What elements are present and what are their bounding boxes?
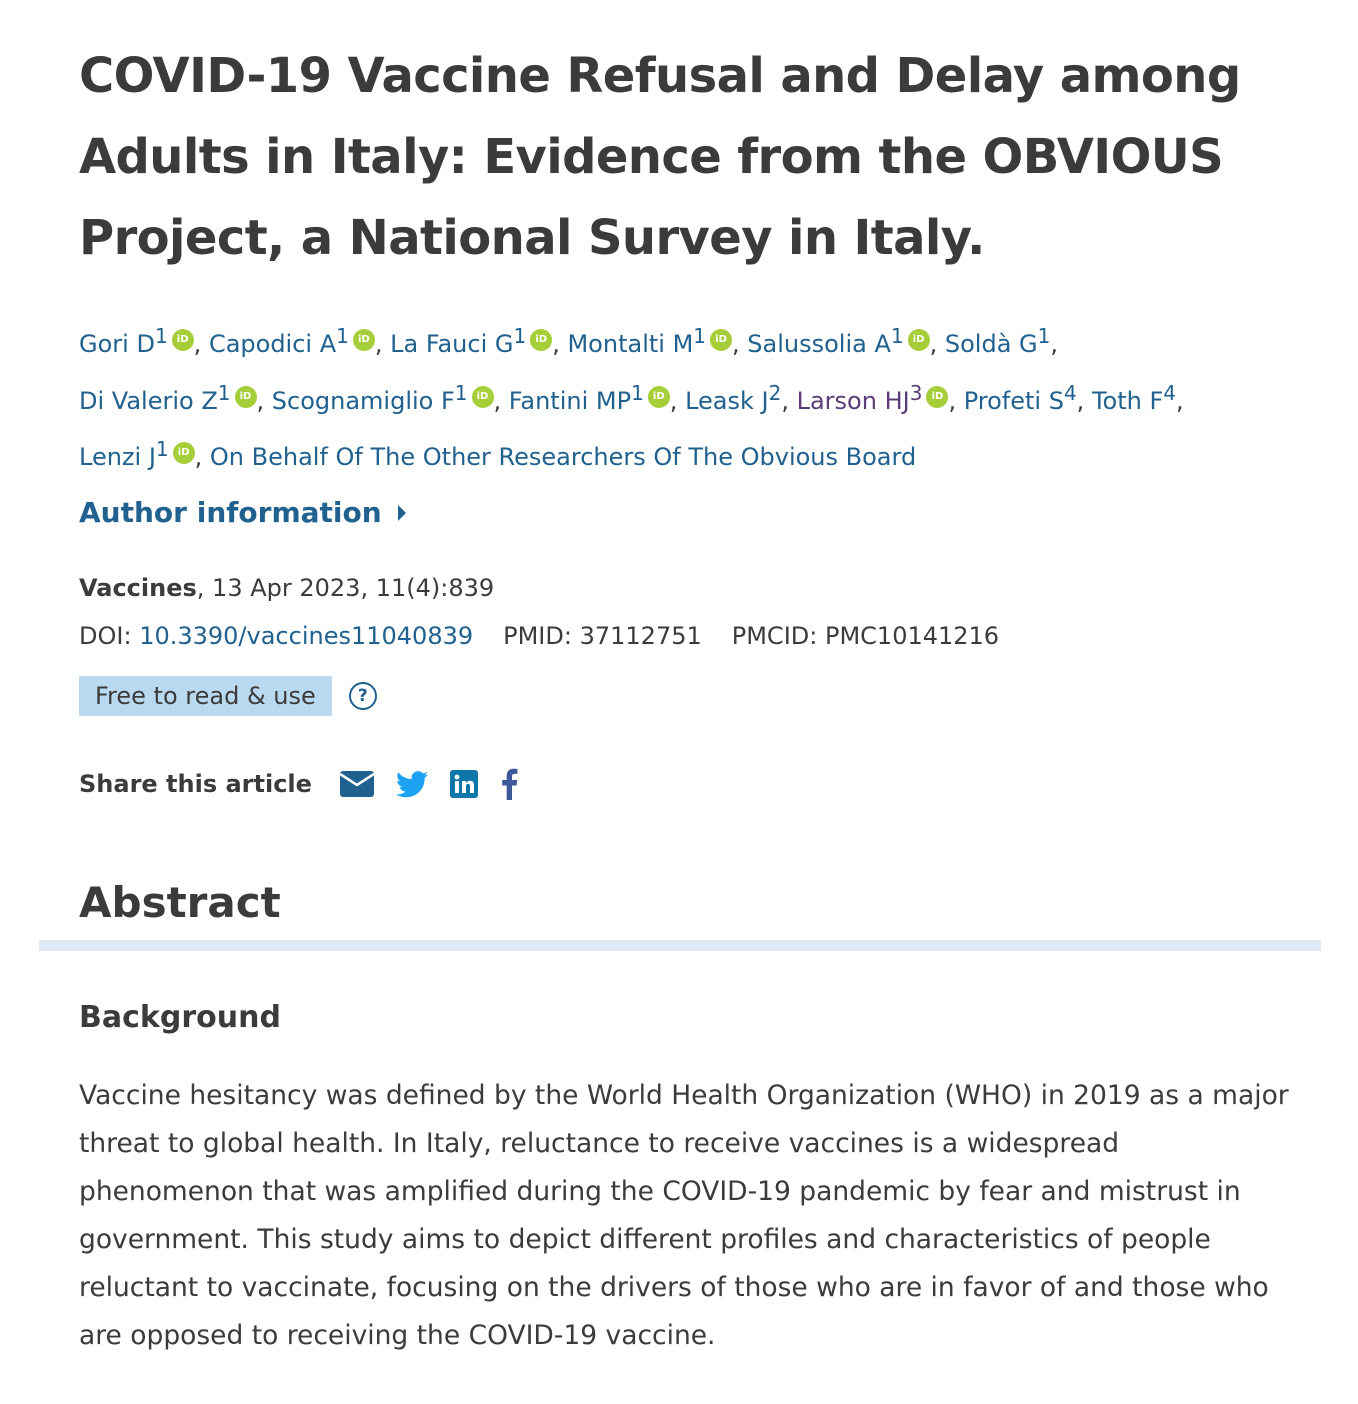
author-affiliation-number: 1 [155,437,169,461]
author-affiliation-number: 1 [693,324,707,348]
orcid-icon[interactable]: iD [472,386,494,408]
pmid-label: PMID: [503,622,572,650]
author-affiliation-number: 1 [217,380,231,405]
author-separator: , [374,330,391,358]
author-separator: , [781,386,797,415]
orcid-icon[interactable]: iD [530,329,552,351]
author-separator: , [929,330,945,358]
caret-right-icon [398,505,406,521]
linkedin-icon[interactable] [450,770,478,798]
author-link[interactable]: Scognamiglio F [271,386,455,415]
author-separator: , [256,386,272,415]
author-affiliation-number: 1 [890,324,904,348]
journal-name: Vaccines [79,574,197,602]
help-icon[interactable]: ? [349,682,377,710]
access-row [79,676,377,716]
author-link[interactable]: Profeti S [963,386,1064,415]
article-identifiers [79,622,999,650]
author-link[interactable]: La Fauci G [390,330,514,358]
abstract-heading: Abstract [79,878,281,927]
orcid-icon[interactable]: iD [926,386,948,408]
orcid-icon[interactable]: iD [235,386,257,408]
background-heading: Background [79,1000,281,1035]
orcid-icon[interactable]: iD [173,442,195,464]
author-link[interactable]: Montalti M [567,330,694,358]
author-affiliation-number: 1 [631,380,644,405]
author-separator: , [669,386,686,415]
pmid-value: 37112751 [579,622,702,650]
author-separator: , [1050,330,1059,358]
author-information-toggle[interactable] [79,496,406,529]
author-link[interactable]: Gori D [79,330,155,358]
author-affiliation-number: 4 [1063,380,1077,405]
orcid-icon[interactable]: iD [648,386,670,408]
author-separator: , [493,386,509,415]
author-link[interactable]: Soldà G [944,330,1038,358]
author-affiliation-number: 1 [1037,324,1051,348]
orcid-icon[interactable]: iD [710,329,732,351]
author-information-label: Author information [79,496,382,529]
orcid-icon[interactable]: iD [908,329,930,351]
author-link[interactable]: Lenzi J [79,443,156,471]
share-label: Share this article [79,770,312,798]
email-icon[interactable] [340,771,374,797]
author-affiliation-number: 2 [768,380,782,405]
author-link[interactable]: Capodici A [208,330,337,358]
orcid-icon[interactable]: iD [353,329,375,351]
pmcid-label: PMCID: [731,622,818,650]
author-separator: , [948,386,964,415]
article-title: COVID-19 Vaccine Refusal and Delay among Adults in Italy: Evidence from the OBVIOUS Project, a National Survey in Italy. [79,48,1241,266]
citation-details: , 13 Apr 2023, 11(4):839 [196,574,495,602]
citation [79,574,494,602]
author-link[interactable]: Leask J [685,386,769,415]
author-link[interactable]: Fantini MP [508,386,632,415]
author-list [79,312,1309,482]
section-divider [39,940,1321,951]
author-link[interactable]: On Behalf Of The Other Researchers Of The Obvious Board [209,443,917,471]
author-affiliation-number: 1 [513,324,527,348]
author-link[interactable]: Larson HJ [796,386,910,415]
author-link[interactable]: Toth F [1091,386,1164,415]
twitter-icon[interactable] [396,771,428,798]
author-link[interactable]: Salussolia A [747,330,891,358]
orcid-icon[interactable]: iD [172,329,194,351]
author-affiliation-number: 1 [454,380,468,405]
author-separator: , [1176,386,1184,415]
facebook-icon[interactable] [500,768,518,800]
author-affiliation-number: 1 [154,324,168,348]
author-link[interactable]: Di Valerio Z [79,386,218,415]
author-separator: , [1076,386,1092,415]
free-access-badge: Free to read & use [79,676,332,716]
author-separator: , [193,330,209,358]
author-separator: , [732,330,748,358]
share-bar [79,768,540,800]
author-affiliation-number: 1 [336,324,349,348]
doi-label: DOI: [79,622,132,650]
author-affiliation-number: 4 [1163,380,1176,405]
background-paragraph: Vaccine hesitancy was defined by the World Health Organization (WHO) in 2019 as a major threat to global health. In Italy, reluctance to receive vaccines is a widespread phenomenon that was amplified during the COVID-19 pandemic by fear and mistrust in government. This study aims to depict different profiles and characteristics of people reluctant to vaccinate, focusing on the drivers of those who are in favor of and those who are opposed to receiving the COVID-19 vaccine. [79,1080,1289,1351]
doi-link[interactable]: 10.3390/vaccines11040839 [139,622,474,650]
author-affiliation-number: 3 [909,380,923,405]
author-separator: , [552,330,568,358]
author-separator: , [194,443,210,471]
pmcid-value: PMC10141216 [824,622,1000,650]
